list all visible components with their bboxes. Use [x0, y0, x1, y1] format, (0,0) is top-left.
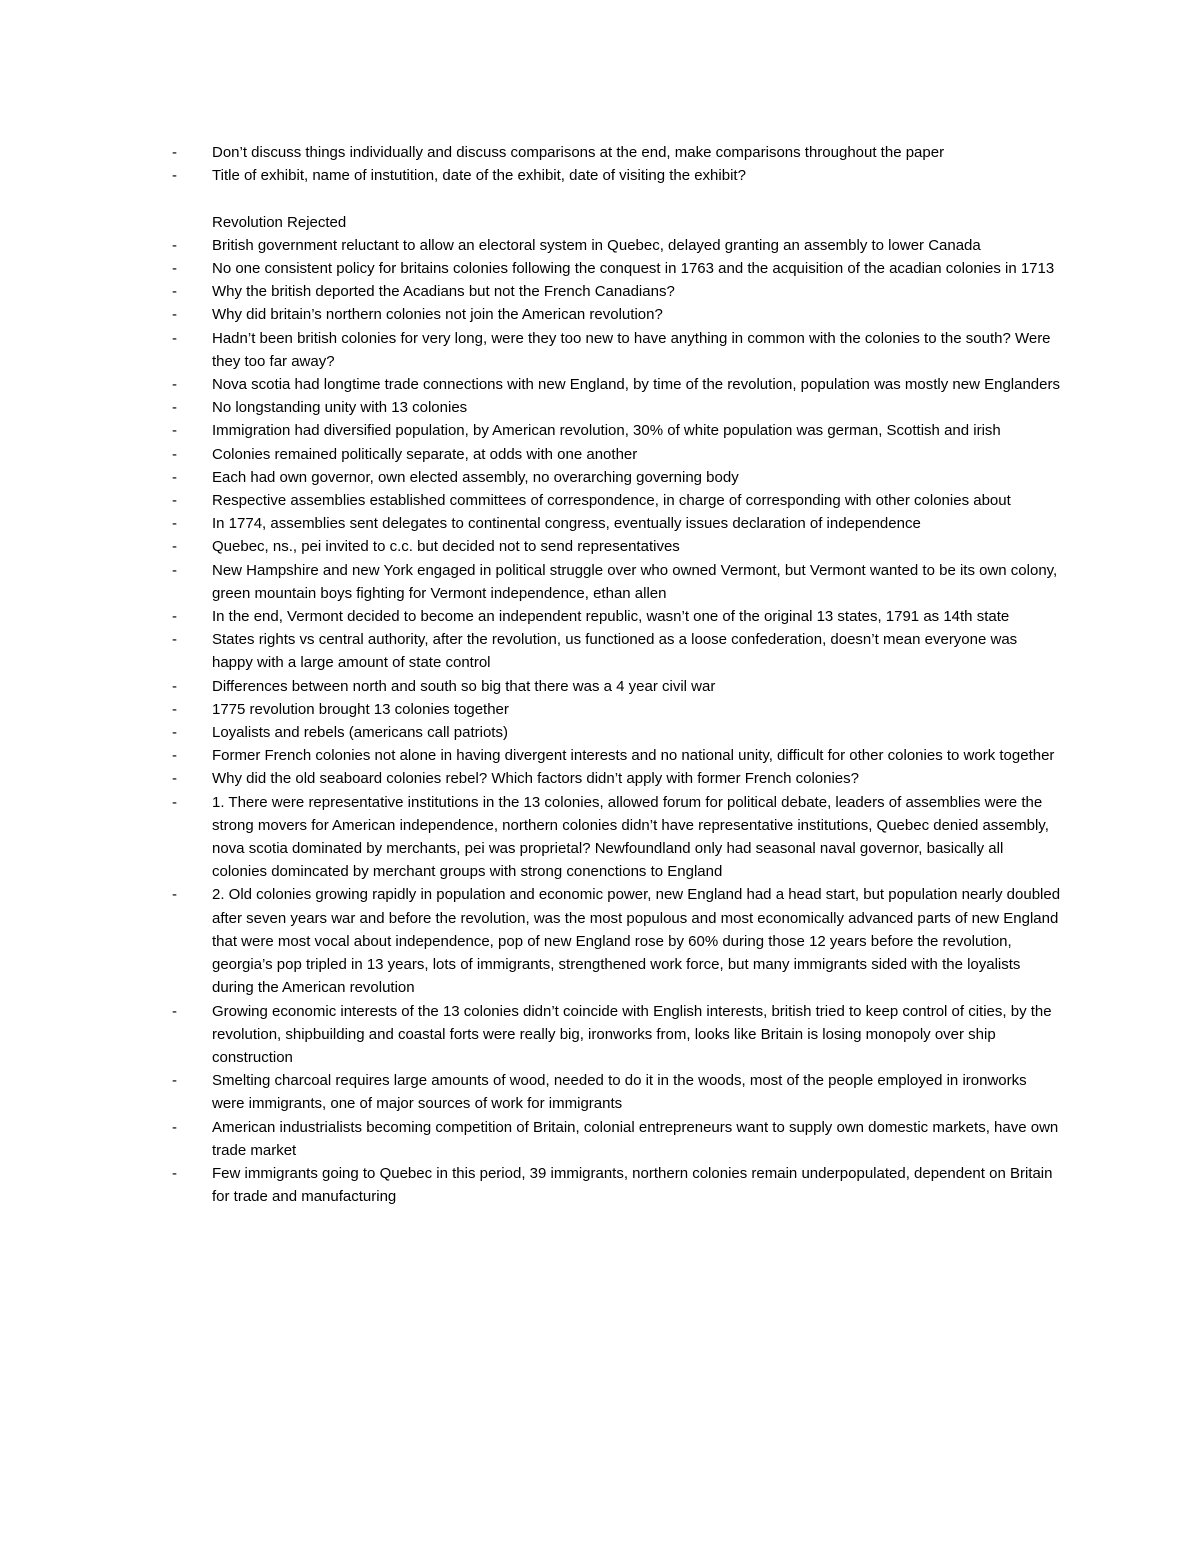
- intro-list: [172, 141, 1062, 187]
- list-item: [172, 605, 1062, 628]
- list-item-text: Title of exhibit, name of instutition, date of the exhibit, date of visiting the exhibit?: [212, 167, 746, 185]
- bullet-dash: -: [172, 492, 177, 510]
- list-item: [172, 1000, 1062, 1070]
- list-item-text: Differences between north and south so big that there was a 4 year civil war: [212, 677, 716, 695]
- list-item-text: Nova scotia had longtime trade connections with new England, by time of the revolution, population was mostly new Englanders: [212, 376, 1060, 394]
- list-item: [172, 744, 1062, 767]
- bullet-dash: -: [172, 724, 177, 742]
- list-item: [172, 303, 1062, 326]
- list-item-text: Smelting charcoal requires large amounts of wood, needed to do it in the woods, most of the people employed in ironworks were immigrants, one of major sources of work for immigrants: [212, 1072, 1027, 1113]
- bullet-dash: -: [172, 422, 177, 440]
- list-item: [172, 443, 1062, 466]
- bullet-dash: -: [172, 677, 177, 695]
- bullet-dash: -: [172, 793, 177, 811]
- bullet-dash: -: [172, 1002, 177, 1020]
- bullet-dash: -: [172, 306, 177, 324]
- bullet-dash: -: [172, 747, 177, 765]
- list-item: [172, 280, 1062, 303]
- bullet-dash: -: [172, 608, 177, 626]
- list-item-text: 1. There were representative institutions in the 13 colonies, allowed forum for political debate, leaders of assemblies were the strong movers for American independence, northern colonies didn’t have representative institutions, Quebec denied assembly, nova scotia dominated by merchants, pei was proprietal? Newfoundland only had seasonal naval governor, basically all colonies domincated by merchant groups with strong conenctions to England: [212, 793, 1049, 881]
- list-item-text: In the end, Vermont decided to become an independent republic, wasn’t one of the original 13 states, 1791 as 14th state: [212, 608, 1010, 626]
- list-item-text: American industrialists becoming competition of Britain, colonial entrepreneurs want to supply own domestic markets, have own trade market: [212, 1118, 1059, 1159]
- list-item-text: Loyalists and rebels (americans call patriots): [212, 724, 508, 742]
- list-item-text: In 1774, assemblies sent delegates to continental congress, eventually issues declaration of independence: [212, 515, 921, 533]
- notes-body: [172, 141, 1062, 1208]
- list-item: [172, 535, 1062, 558]
- list-item-text: No one consistent policy for britains colonies following the conquest in 1763 and the acquisition of the acadian colonies in 1713: [212, 260, 1055, 277]
- bullet-dash: -: [172, 515, 177, 533]
- bullet-dash: -: [172, 1118, 177, 1136]
- list-item-text: States rights vs central authority, after the revolution, us functioned as a loose confederation, doesn’t mean everyone was happy with a large amount of state control: [212, 631, 1018, 672]
- list-item-text: British government reluctant to allow an electoral system in Quebec, delayed granting an assembly to lower Canada: [212, 236, 981, 254]
- list-item: [172, 141, 1062, 164]
- bullet-dash: -: [172, 886, 177, 904]
- bullet-dash: -: [172, 770, 177, 788]
- list-item: [172, 721, 1062, 744]
- list-item-text: Former French colonies not alone in having divergent interests and no national unity, difficult for other colonies to work together: [212, 747, 1055, 765]
- list-item-text: Hadn’t been british colonies for very long, were they too new to have anything in common with the colonies to the south? Were they too far away?: [212, 329, 1051, 370]
- list-item: [172, 489, 1062, 512]
- list-item: [172, 257, 1062, 280]
- list-item-text: Respective assemblies established committees of correspondence, in charge of corresponding with other colonies about: [212, 492, 1011, 510]
- bullet-dash: -: [172, 468, 177, 486]
- bullet-dash: -: [172, 561, 177, 579]
- list-item: [172, 883, 1062, 999]
- list-item-text: Growing economic interests of the 13 colonies didn’t coincide with English interests, british tried to keep control of cities, by the revolution, shipbuilding and coastal forts were really big, ironworks from, looks like Britain is losing monopoly over ship construction: [212, 1002, 1052, 1066]
- list-item: [172, 234, 1062, 257]
- list-item: [172, 327, 1062, 373]
- bullet-dash: -: [172, 376, 177, 394]
- list-item-text: 2. Old colonies growing rapidly in population and economic power, new England had a head start, but population nearly doubled after seven years war and before the revolution, was the most populous and most economically advanced parts of new England that were most vocal about independence, pop of new England rose by 60% during those 12 years before the revolution, georgia’s pop tripled in 13 years, lots of immigrants, strengthened work force, but many immigrants sided with the loyalists during the American revolution: [212, 886, 1061, 997]
- list-item: [172, 512, 1062, 535]
- bullet-dash: -: [172, 1072, 177, 1090]
- bullet-dash: -: [172, 399, 177, 417]
- bullet-dash: -: [172, 538, 177, 556]
- bullet-dash: -: [172, 1164, 177, 1182]
- list-item-text: Each had own governor, own elected assembly, no overarching governing body: [212, 468, 739, 486]
- list-item: [172, 559, 1062, 605]
- list-item-text: Why did britain’s northern colonies not join the American revolution?: [212, 306, 663, 324]
- bullet-dash: -: [172, 260, 177, 277]
- list-item: [172, 396, 1062, 419]
- list-item-text: 1775 revolution brought 13 colonies together: [212, 700, 509, 718]
- bullet-dash: -: [172, 329, 177, 347]
- list-item: [172, 1069, 1062, 1115]
- list-item: [172, 791, 1062, 884]
- list-item-text: Colonies remained politically separate, at odds with one another: [212, 445, 638, 463]
- list-item: [172, 675, 1062, 698]
- bullet-dash: -: [172, 700, 177, 718]
- list-item-text: Why the british deported the Acadians but not the French Canadians?: [212, 283, 675, 301]
- list-item-text: Quebec, ns., pei invited to c.c. but decided not to send representatives: [212, 538, 680, 556]
- list-item-text: No longstanding unity with 13 colonies: [212, 399, 468, 417]
- bullet-dash: -: [172, 167, 177, 185]
- list-item: [172, 466, 1062, 489]
- list-item: [172, 628, 1062, 674]
- notes-list: [172, 234, 1062, 1209]
- list-item: [172, 373, 1062, 396]
- bullet-dash: -: [172, 283, 177, 301]
- list-item: [172, 419, 1062, 442]
- list-item-text: Few immigrants going to Quebec in this period, 39 immigrants, northern colonies remain underpopulated, dependent on Britain for trade and manufacturing: [212, 1164, 1053, 1206]
- list-item: [172, 1162, 1062, 1208]
- bullet-dash: -: [172, 236, 177, 254]
- list-item-text: Why did the old seaboard colonies rebel? Which factors didn’t apply with former French colonies?: [212, 770, 859, 788]
- list-item: [172, 164, 1062, 187]
- list-item: [172, 698, 1062, 721]
- bullet-dash: -: [172, 144, 177, 161]
- bullet-dash: -: [172, 631, 177, 649]
- section-heading: Revolution Rejected: [212, 213, 347, 231]
- list-item: [172, 767, 1062, 790]
- bullet-dash: -: [172, 445, 177, 463]
- list-item-text: Don’t discuss things individually and discuss comparisons at the end, make comparisons throughout the paper: [212, 144, 945, 161]
- list-item-text: New Hampshire and new York engaged in political struggle over who owned Vermont, but Vermont wanted to be its own colony, green mountain boys fighting for Vermont independence, ethan allen: [212, 561, 1058, 602]
- list-item: [172, 1116, 1062, 1162]
- list-item-text: Immigration had diversified population, by American revolution, 30% of white population was german, Scottish and irish: [212, 422, 1001, 440]
